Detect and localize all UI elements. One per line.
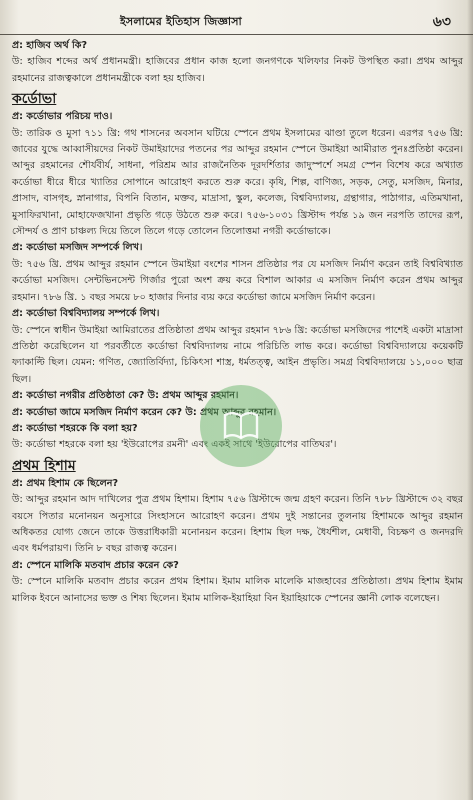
book-title: ইসলামের ইতিহাস জিজ্ঞাসা xyxy=(120,15,242,28)
answer: উ: তারিক ও মুসা ৭১১ খ্রি: গথ শাসনের অবসান ঘটিয়ে স্পেনে প্রথম ইসলামের ঝাণ্ডা তুলে ধরেন। এরপর ৭৫৬ খ্রি: জাবের যুদ্ধে আব্বাসীয়দের নিকট উমাইয়াদের পতনের পর আব্দুর রহমান স্পেনে উমাইয়া আমীরাত পুনঃপ্রতিষ্ঠা করেন। আব্দুর রহমানের শৌর্যবীর্য, সাধনা, পরিশ্রম আর রাজনৈতিক দূরদর্শিতার জাদুস্পর্শে সমগ্র স্পেন বিশেষ করে অখ্যাত কর্ডোভা ধীরে ধীরে খ্যাতির সোপানে আরোহণ করতে শুরু করে। কৃষি, শিল্প, বাণিজ্য, সড়ক, সেতু, মসজিদ, মিনার, প্রাসাদ, বাসগৃহ, স্নানাগার, বিপনি বিতান, মক্তব, মাদ্রাসা, স্কুল, কলেজ, বিশ্ববিদ্যালয়, গ্রন্থাগার, পাঠাগার, এতিমখানা, মুসাফিরখানা, মোহাফেজখানা প্রভৃতি গড়ে উঠতে শুরু করে। ৭৫৬-১০৩১ খ্রিস্টাব্দ পর্যন্ত ১৯ জন নরপতি তাদের রূপ, সৌন্দর্য ও প্রাণ চাঞ্চল্য দিয়ে তিলে তিলে গড়ে তোলেন তিলোত্তমা নগরী কর্ডোভাকে। xyxy=(12,127,463,238)
answer: উ: হাজিব শব্দের অর্থ প্রধানমন্ত্রী। হাজিবের প্রধান কাজ হলো জনগণকে খলিফার নিকট উপস্থিত করা। প্রথম আব্দুর রহমানের রাজত্বকালে প্রধানমন্ত্রীকে বলা হয় হাজিব। xyxy=(12,56,463,84)
answer: উ: স্পেনে মালিকি মতবাদ প্রচার করেন প্রথম হিশাম। ইমাম মালিক মালেকি মাজহাবের প্রতিষ্ঠাতা। প্রথম হিশাম ইমাম মালিক ইবনে আনাসের ভক্ত ও শিষ্য ছিলেন। ইমাম মালিক-ইয়াহিয়া বিন ইয়াহিয়াকে স্পেনের জ্ঞানী লোক বলেছেন। xyxy=(12,576,463,604)
answer: উ: কর্ডোভা শহরকে বলা হয় 'ইউরোপের রমনী' এবং একই সাথে 'ইউরোপের বাতিঘর'। xyxy=(12,439,337,451)
question: প্র: হাজিব অর্থ কি? xyxy=(12,40,88,51)
question: প্র: কর্ডোভা মসজিদ সম্পর্কে লিখ। xyxy=(12,242,143,254)
question: প্র: কর্ডোভা শহরকে কি বলা হয়? xyxy=(12,422,138,434)
page-header xyxy=(0,0,473,35)
page-edge-shadow xyxy=(467,0,473,800)
answer: উ: ৭৫৬ খ্রি. প্রথম আব্দুর রহমান স্পেনে উমাইয়া বংশের শাসন প্রতিষ্ঠার পর যে মসজিদ নির্মাণ করেন তাই বিশ্ববিখ্যাত কর্ডোভা মসজিদ। সেন্টভিনসেন্ট গির্জার পুরো অংশ ক্রয় করে বিশাল আকার এ মসজিদ নির্মাণ করেন প্রথম আব্দুর রহমান। ৭৮৬ খ্রি. ১ বছর সময়ে ৮০ হাজার দিনার ব্যয় করে কর্ডোভা জামে মসজিদ নির্মাণ করেন। xyxy=(12,258,463,303)
answer: উ: স্পেনে স্বাধীন উমাইয়া আমিরাতের প্রতিষ্ঠাতা প্রথম আব্দুর রহমান ৭৮৬ খ্রি: কর্ডোভা মসজিদের পাশেই একটা মাদ্রাসা প্রতিষ্ঠা করেছিলেন যা পরবর্তীতে কর্ডোভা বিশ্ববিদ্যালয় নামে পরিচিতি লাভ করে। কর্ডোভা বিশ্ববিদ্যালয়ে কয়েকটি ফ্যাকাল্টি ছিল। যেমন: গণিত, জ্যোতির্বিদ্যা, চিকিৎসা শাস্ত্র, ধর্মতত্ত্ব, আইন প্রভৃতি। সমগ্র বিশ্ববিদ্যালয়ে ১১,০০০ ছাত্র ছিল। xyxy=(12,324,463,385)
question-answer: প্র: কর্ডোভা নগরীর প্রতিষ্ঠাতা কে? উ: প্রথম আব্দুর রহমান। xyxy=(12,390,239,402)
question-answer: প্র: কর্ডোভা জামে মসজিদ নির্মাণ করেন কে? উ: প্রথম আব্দুর রহমান। xyxy=(12,406,277,418)
section-heading: প্রথম হিশাম xyxy=(12,457,76,474)
question: প্র: স্পেনে মালিকি মতবাদ প্রচার করেন কে? xyxy=(12,559,179,571)
question: প্র: কর্ডোভার পরিচয় দাও। xyxy=(12,111,113,123)
question: প্র: কর্ডোভা বিশ্ববিদ্যালয় সম্পর্কে লিখ। xyxy=(12,308,160,320)
book-icon xyxy=(221,409,261,443)
section-heading: কর্ডোভা xyxy=(12,91,57,108)
question: প্র: প্রথম হিশাম কে ছিলেন? xyxy=(12,477,119,489)
watermark-logo xyxy=(200,385,282,467)
answer: উ: আব্দুর রহমান আদ দাখিলের পুত্র প্রথম হিশাম। হিশাম ৭৫৬ খ্রিস্টাব্দে জন্ম গ্রহণ করেন। তিনি ৭৮৮ খ্রিস্টাব্দে ৩২ বছর বয়সে পিতার মনোনয়ন অনুসারে সিংহাসনে আরোহণ করেন। প্রথম দুই সন্তানের তুলনায় হিশামকে আব্দুর রহমান অধিকতর যোগ্য জেনে তাকে উত্তরাধিকারী মনোনয়ন করেন। হিশাম ছিল দক্ষ, ধৈর্যশীল, মেধাবী, বিচক্ষণ ও জনদরদি এবং ধর্মপরায়ণ। তিনি ৮ বছর রাজত্ব করেন। xyxy=(12,494,463,555)
page-number: ৬৩ xyxy=(432,14,451,30)
